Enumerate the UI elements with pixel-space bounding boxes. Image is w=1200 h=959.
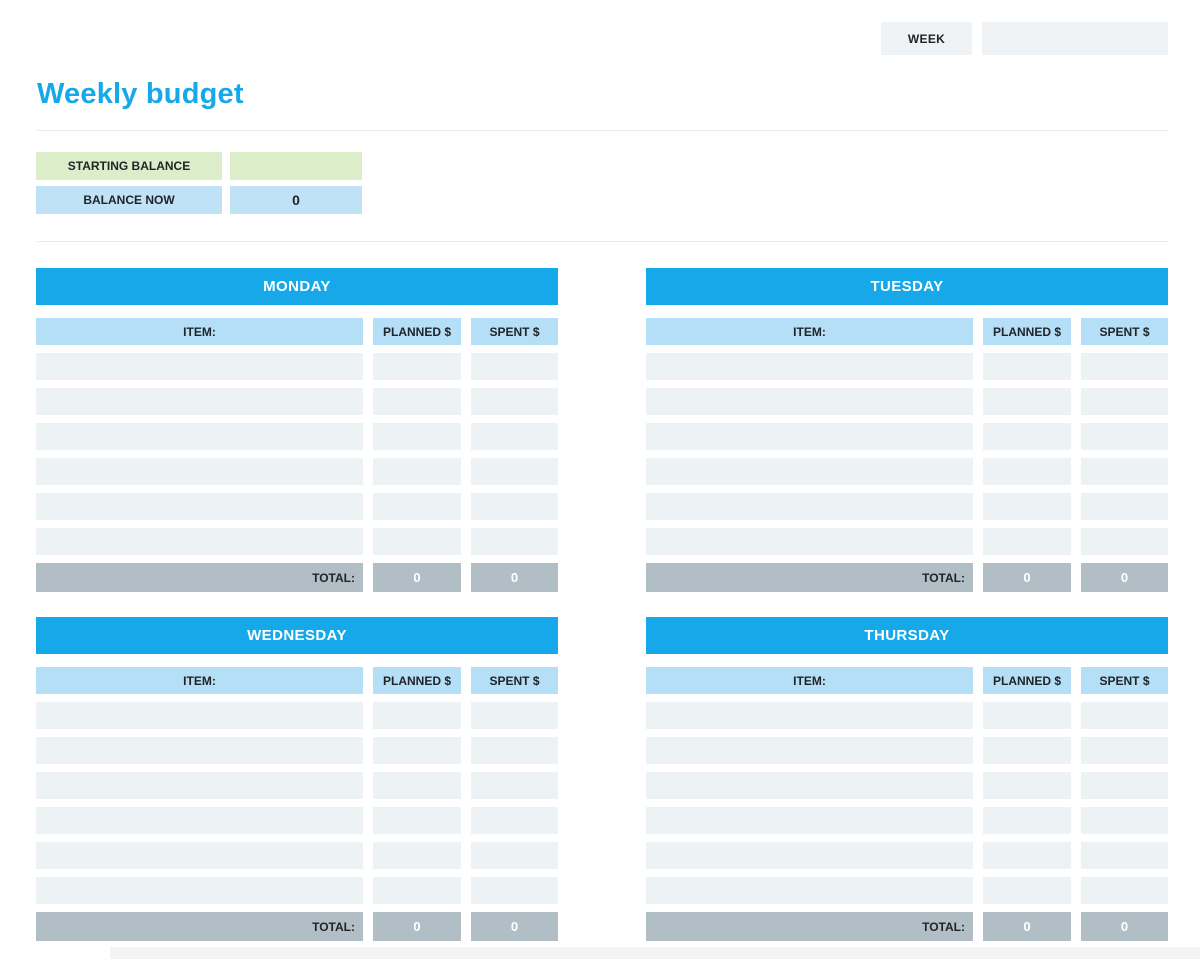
item-column-header: ITEM: — [36, 667, 363, 694]
item-cell[interactable] — [36, 842, 363, 869]
column-header-row — [36, 667, 558, 694]
planned-cell[interactable] — [983, 528, 1071, 555]
item-row — [646, 458, 1168, 485]
planned-cell[interactable] — [373, 702, 461, 729]
spent-cell[interactable] — [1081, 493, 1168, 520]
spent-cell[interactable] — [1081, 423, 1168, 450]
spent-cell[interactable] — [471, 528, 558, 555]
planned-cell[interactable] — [983, 877, 1071, 904]
total-spent-cell: 0 — [1081, 563, 1168, 592]
item-column-header: ITEM: — [646, 318, 973, 345]
item-row — [646, 772, 1168, 799]
item-row — [646, 702, 1168, 729]
item-row — [36, 772, 558, 799]
page-title: Weekly budget — [37, 78, 244, 110]
item-cell[interactable] — [36, 388, 363, 415]
spent-cell[interactable] — [1081, 737, 1168, 764]
balance-section — [36, 152, 362, 220]
planned-cell[interactable] — [373, 877, 461, 904]
item-cell[interactable] — [36, 737, 363, 764]
planned-cell[interactable] — [373, 842, 461, 869]
item-row — [36, 807, 558, 834]
spent-column-header: SPENT $ — [1081, 318, 1168, 345]
item-row — [36, 493, 558, 520]
item-cell[interactable] — [36, 772, 363, 799]
day-header: THURSDAY — [646, 617, 1168, 654]
total-planned-cell: 0 — [983, 563, 1071, 592]
item-cell[interactable] — [646, 842, 973, 869]
day-header: MONDAY — [36, 268, 558, 305]
planned-cell[interactable] — [983, 388, 1071, 415]
item-cell[interactable] — [646, 388, 973, 415]
item-row — [36, 877, 558, 904]
spent-cell[interactable] — [471, 842, 558, 869]
total-planned-cell: 0 — [373, 912, 461, 941]
item-cell[interactable] — [646, 423, 973, 450]
spent-cell[interactable] — [1081, 772, 1168, 799]
item-row — [36, 353, 558, 380]
item-rows — [36, 353, 558, 555]
total-spent-cell: 0 — [471, 912, 558, 941]
starting-balance-value-cell[interactable] — [230, 152, 362, 180]
item-column-header: ITEM: — [646, 667, 973, 694]
day-table-wednesday — [36, 617, 558, 941]
item-cell[interactable] — [36, 702, 363, 729]
planned-cell[interactable] — [983, 423, 1071, 450]
column-header-row — [646, 318, 1168, 345]
day-header: TUESDAY — [646, 268, 1168, 305]
spent-column-header: SPENT $ — [471, 667, 558, 694]
total-row — [36, 912, 558, 941]
item-row — [646, 493, 1168, 520]
planned-cell[interactable] — [983, 493, 1071, 520]
item-row — [36, 737, 558, 764]
spent-column-header: SPENT $ — [471, 318, 558, 345]
column-header-row — [646, 667, 1168, 694]
spent-cell[interactable] — [471, 807, 558, 834]
planned-column-header: PLANNED $ — [983, 318, 1071, 345]
balance-now-label: BALANCE NOW — [36, 186, 222, 214]
item-column-header: ITEM: — [36, 318, 363, 345]
item-cell[interactable] — [36, 353, 363, 380]
total-row — [646, 912, 1168, 941]
week-bar — [881, 22, 1168, 55]
item-row — [36, 702, 558, 729]
total-label: TOTAL: — [36, 912, 363, 941]
item-row — [646, 528, 1168, 555]
item-row — [646, 388, 1168, 415]
day-table-tuesday — [646, 268, 1168, 592]
planned-cell[interactable] — [373, 737, 461, 764]
planned-cell[interactable] — [373, 493, 461, 520]
planned-cell[interactable] — [983, 702, 1071, 729]
spent-cell[interactable] — [1081, 458, 1168, 485]
planned-cell[interactable] — [373, 353, 461, 380]
total-row — [646, 563, 1168, 592]
week-value-cell[interactable] — [982, 22, 1168, 55]
total-label: TOTAL: — [646, 912, 973, 941]
balance-now-row — [36, 186, 362, 214]
week-label: WEEK — [881, 22, 972, 55]
spent-cell[interactable] — [471, 423, 558, 450]
spent-column-header: SPENT $ — [1081, 667, 1168, 694]
item-row — [36, 423, 558, 450]
item-cell[interactable] — [36, 423, 363, 450]
planned-column-header: PLANNED $ — [373, 318, 461, 345]
item-rows — [646, 702, 1168, 904]
item-row — [646, 807, 1168, 834]
planned-column-header: PLANNED $ — [373, 667, 461, 694]
planned-cell[interactable] — [373, 388, 461, 415]
planned-cell[interactable] — [373, 423, 461, 450]
planned-cell[interactable] — [373, 458, 461, 485]
planned-cell[interactable] — [373, 807, 461, 834]
item-cell[interactable] — [36, 493, 363, 520]
spent-cell[interactable] — [1081, 702, 1168, 729]
day-table-thursday — [646, 617, 1168, 941]
item-row — [36, 388, 558, 415]
day-tables-grid — [36, 268, 1168, 941]
planned-cell[interactable] — [983, 458, 1071, 485]
planned-cell[interactable] — [983, 842, 1071, 869]
page-edge-strip — [110, 947, 1200, 959]
balance-now-value-cell: 0 — [230, 186, 362, 214]
spent-cell[interactable] — [471, 877, 558, 904]
divider — [36, 241, 1168, 242]
item-cell[interactable] — [646, 528, 973, 555]
item-cell[interactable] — [646, 458, 973, 485]
planned-column-header: PLANNED $ — [983, 667, 1071, 694]
divider — [36, 130, 1168, 131]
day-header: WEDNESDAY — [36, 617, 558, 654]
item-cell[interactable] — [36, 458, 363, 485]
item-cell[interactable] — [646, 772, 973, 799]
total-spent-cell: 0 — [471, 563, 558, 592]
total-label: TOTAL: — [646, 563, 973, 592]
starting-balance-label: STARTING BALANCE — [36, 152, 222, 180]
spent-cell[interactable] — [1081, 842, 1168, 869]
column-header-row — [36, 318, 558, 345]
spent-cell[interactable] — [471, 388, 558, 415]
item-cell[interactable] — [646, 353, 973, 380]
total-spent-cell: 0 — [1081, 912, 1168, 941]
item-row — [646, 737, 1168, 764]
item-row — [646, 842, 1168, 869]
spent-cell[interactable] — [1081, 528, 1168, 555]
planned-cell[interactable] — [373, 528, 461, 555]
planned-cell[interactable] — [983, 737, 1071, 764]
spent-cell[interactable] — [1081, 353, 1168, 380]
item-row — [36, 842, 558, 869]
spent-cell[interactable] — [471, 737, 558, 764]
spent-cell[interactable] — [471, 493, 558, 520]
item-cell[interactable] — [646, 702, 973, 729]
planned-cell[interactable] — [983, 353, 1071, 380]
item-cell[interactable] — [646, 807, 973, 834]
spent-cell[interactable] — [1081, 807, 1168, 834]
spent-cell[interactable] — [471, 458, 558, 485]
spent-cell[interactable] — [471, 353, 558, 380]
starting-balance-row — [36, 152, 362, 180]
spent-cell[interactable] — [1081, 877, 1168, 904]
item-cell[interactable] — [36, 528, 363, 555]
item-row — [646, 423, 1168, 450]
total-label: TOTAL: — [36, 563, 363, 592]
item-cell[interactable] — [36, 877, 363, 904]
item-cell[interactable] — [646, 493, 973, 520]
item-cell[interactable] — [36, 807, 363, 834]
spent-cell[interactable] — [471, 772, 558, 799]
item-cell[interactable] — [646, 737, 973, 764]
item-cell[interactable] — [646, 877, 973, 904]
spent-cell[interactable] — [471, 702, 558, 729]
total-planned-cell: 0 — [373, 563, 461, 592]
item-row — [36, 528, 558, 555]
spent-cell[interactable] — [1081, 388, 1168, 415]
item-rows — [646, 353, 1168, 555]
total-planned-cell: 0 — [983, 912, 1071, 941]
planned-cell[interactable] — [983, 807, 1071, 834]
day-table-monday — [36, 268, 558, 592]
total-row — [36, 563, 558, 592]
item-row — [646, 877, 1168, 904]
planned-cell[interactable] — [373, 772, 461, 799]
item-row — [646, 353, 1168, 380]
item-rows — [36, 702, 558, 904]
planned-cell[interactable] — [983, 772, 1071, 799]
item-row — [36, 458, 558, 485]
